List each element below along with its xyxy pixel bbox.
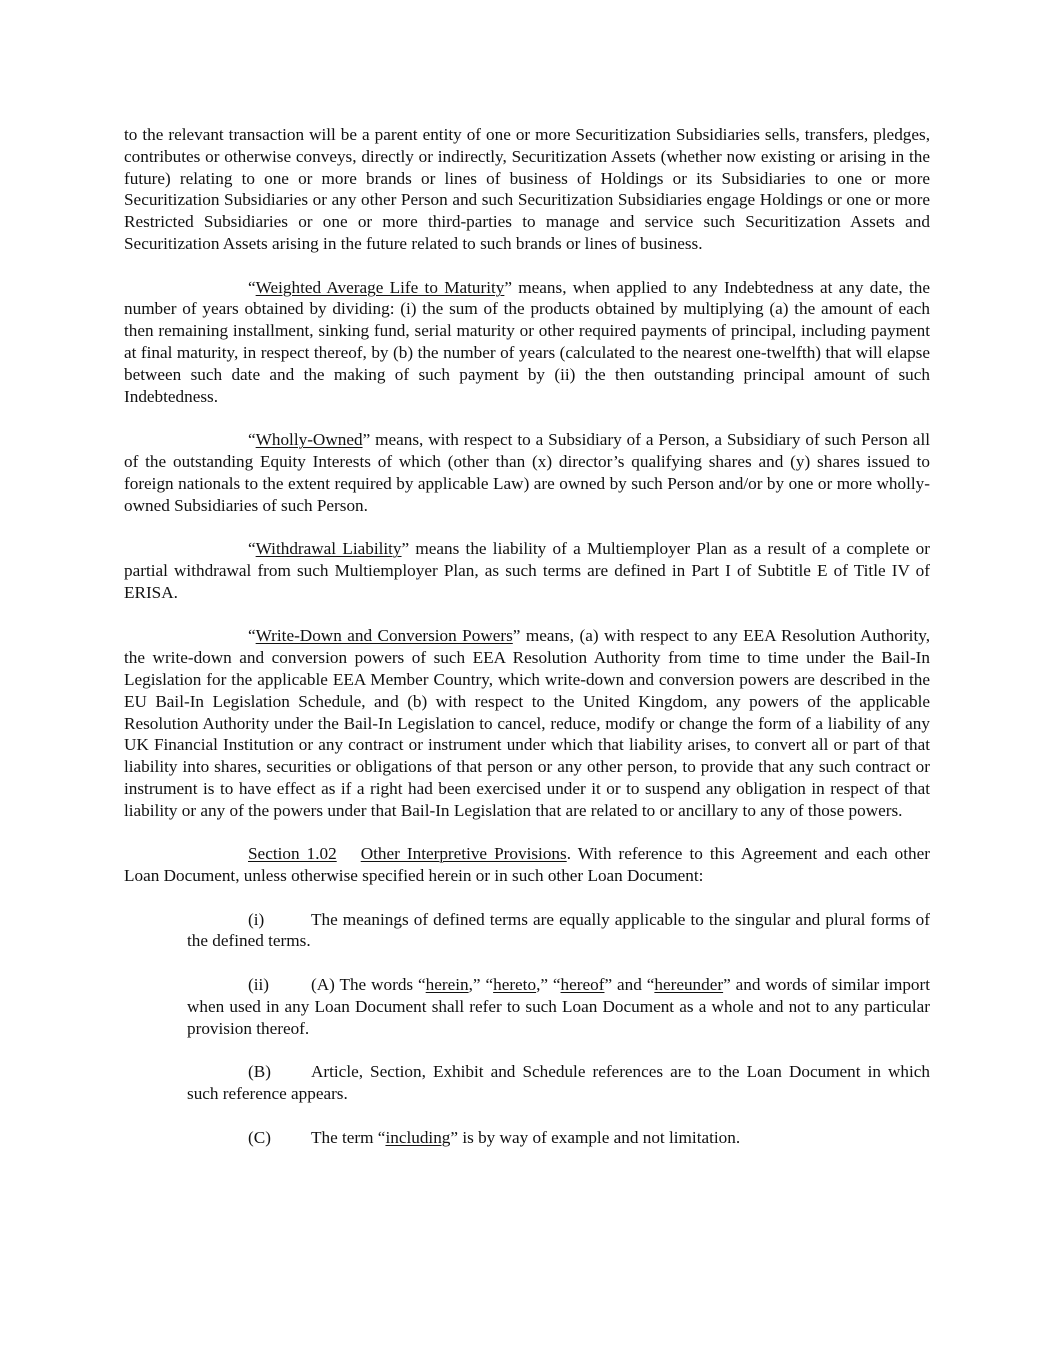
section-body: . With reference to this Agreement and each other Loan Document, unless otherwise specified herein or in such other Loan Document: xyxy=(124,844,930,886)
section-number: Section 1.02 xyxy=(248,844,337,864)
section-heading xyxy=(248,844,567,863)
clause-label: (ii) xyxy=(248,975,269,995)
clause-tail: ” is by way of example and not limitation. xyxy=(450,1127,741,1147)
clause-i xyxy=(187,909,930,953)
document-page xyxy=(124,124,930,1148)
definition-body: ” means, (a) with respect to any EEA Resolution Authority, the write-down and conversion powers of such EEA Resolution Authority from time to time under the Bail-In Legislation for the applicable EEA Member Country, which write-down and conversion powers are described in the EU Bail-In Legislation Schedule, and (b) with respect to the United Kingdom, any powers of the applicable Resolution Authority under the Bail-In Legislation to cancel, reduce, modify or change the form of a liability of any UK Financial Institution or any contract or instrument under which that liability arises, to convert all or part of that liability into shares, securities or obligations of that person or any other person, to provide that any such contract or instrument is to have effect as if a right had been exercised under it or to suspend any obligation in respect of that liability or any of the powers under that Bail-In Legislation that are related to or ancillary to any of those powers. xyxy=(124,626,930,820)
section-heading-paragraph xyxy=(124,843,930,887)
clause-ii xyxy=(187,974,930,1039)
underlined-word: hereto xyxy=(493,975,537,995)
underlined-word: including xyxy=(385,1127,451,1147)
definition-withdrawal-liability: “Withdrawal Liability” means the liability of a Multiemployer Plan as a result of a complete or partial withdrawal from such Multiemployer Plan, as such terms are defined in Part I of Subtitle E of Title IV of ERISA. xyxy=(124,539,930,602)
clause-label: (B) xyxy=(248,1062,271,1082)
clause-text: Article, Section, Exhibit and Schedule references are to the Loan Document in which such reference appears. xyxy=(187,1062,930,1104)
section-title: Other Interpretive Provisions xyxy=(360,844,567,864)
clause-punctuation: ,” “ xyxy=(536,975,561,995)
definition-body: ” means, with respect to a Subsidiary of a Person, a Subsidiary of such Person all of the outstanding Equity Interests of which (other than (x) director’s qualifying shares and (y) shares issued to foreign nationals to the extent required by applicable Law) are owned by such Person and/or by one or more wholly-owned Subsidiaries of such Person. xyxy=(124,430,930,515)
clause-b xyxy=(187,1061,930,1105)
clause-text: The meanings of defined terms are equally applicable to the singular and plural forms of the defined terms. xyxy=(187,909,930,951)
defined-term: Weighted Average Life to Maturity xyxy=(255,277,505,297)
definition-write-down-powers: “Write-Down and Conversion Powers” means, (a) with respect to any EEA Resolution Authority, the write-down and conversion powers of such EEA Resolution Authority from time to time under the Bail-In Legislation for the applicable EEA Member Country, which write-down and conversion powers are described in the EU Bail-In Legislation Schedule, and (b) with respect to the United Kingdom, any powers of the applicable Resolution Authority under the Bail-In Legislation to cancel, reduce, modify or change the form of a liability of any UK Financial Institution or any contract or instrument under which that liability arises, to convert all or part of that liability into shares, securities or obligations of that person or any other person, to provide that any such contract or instrument is to have effect as if a right had been exercised under it or to suspend any obligation in respect of that liability or any of the powers under that Bail-In Legislation that are related to or ancillary to any of those powers. xyxy=(124,626,930,820)
definition-body: ” means the liability of a Multiemployer Plan as a result of a complete or partial withdrawal from such Multiemployer Plan, as such terms are defined in Part I of Subtitle E of Title IV of ERISA. xyxy=(124,539,930,602)
underlined-word: hereunder xyxy=(654,975,724,995)
clause-tail: ” and words of similar import when used in any Loan Document shall refer to such Loan Document as a whole and not to any particular provision thereof. xyxy=(187,975,931,1038)
clause-punctuation: ” and “ xyxy=(604,975,655,995)
clause-label: (C) xyxy=(248,1127,271,1147)
clause-label: (i) xyxy=(248,909,265,929)
underlined-word: hereof xyxy=(560,975,605,995)
defined-term: Withdrawal Liability xyxy=(255,539,402,559)
defined-term: Wholly-Owned xyxy=(255,430,363,450)
clause-lead: The term “ xyxy=(311,1127,386,1147)
definition-weighted-average-life: “Weighted Average Life to Maturity” means, when applied to any Indebtedness at any date, the number of years obtained by dividing: (i) the sum of the products obtained by multiplying (a) the amount of each then remaining installment, sinking fund, serial maturity or other required payments of principal, including payment at final maturity, in respect thereof, by (b) the number of years (calculated to the nearest one-twelfth) that will elapse between such date and the making of such payment by (ii) the then outstanding principal amount of such Indebtedness. xyxy=(124,277,930,406)
clause-lead: (A) The words “ xyxy=(311,975,426,995)
intro-paragraph: to the relevant transaction will be a parent entity of one or more Securitization Subsidiaries sells, transfers, pledges, contributes or otherwise conveys, directly or indirectly, Securitization Assets (whether now existing or arising in the future) relating to one or more brands or lines of business of Holdings or its Subsidiaries to one or more Securitization Subsidiaries or any other Person and such Securitization Subsidiaries engage Holdings or one or more Restricted Subsidiaries or one or more third-parties to manage and service such Securitization Assets and Securitization Assets arising in the future related to such brands or lines of business. xyxy=(124,125,930,253)
underlined-word: herein xyxy=(425,975,469,995)
definition-wholly-owned: “Wholly-Owned” means, with respect to a Subsidiary of a Person, a Subsidiary of such Person all of the outstanding Equity Interests of which (other than (x) director’s qualifying shares and (y) shares issued to foreign nationals to the extent required by applicable Law) are owned by such Person and/or by one or more wholly-owned Subsidiaries of such Person. xyxy=(124,430,930,515)
definition-body: ” means, when applied to any Indebtedness at any date, the number of years obtained by dividing: (i) the sum of the products obtained by multiplying (a) the amount of each then remaining installment, sinking fund, serial maturity or other required payments of principal, including payment at final maturity, in respect thereof, by (b) the number of years (calculated to the nearest one-twelfth) that will elapse between such date and the making of such payment by (ii) the then outstanding principal amount of such Indebtedness. xyxy=(124,277,930,406)
clause-c xyxy=(187,1127,930,1149)
clause-punctuation: ,” “ xyxy=(468,975,494,995)
defined-term: Write-Down and Conversion Powers xyxy=(255,626,513,646)
